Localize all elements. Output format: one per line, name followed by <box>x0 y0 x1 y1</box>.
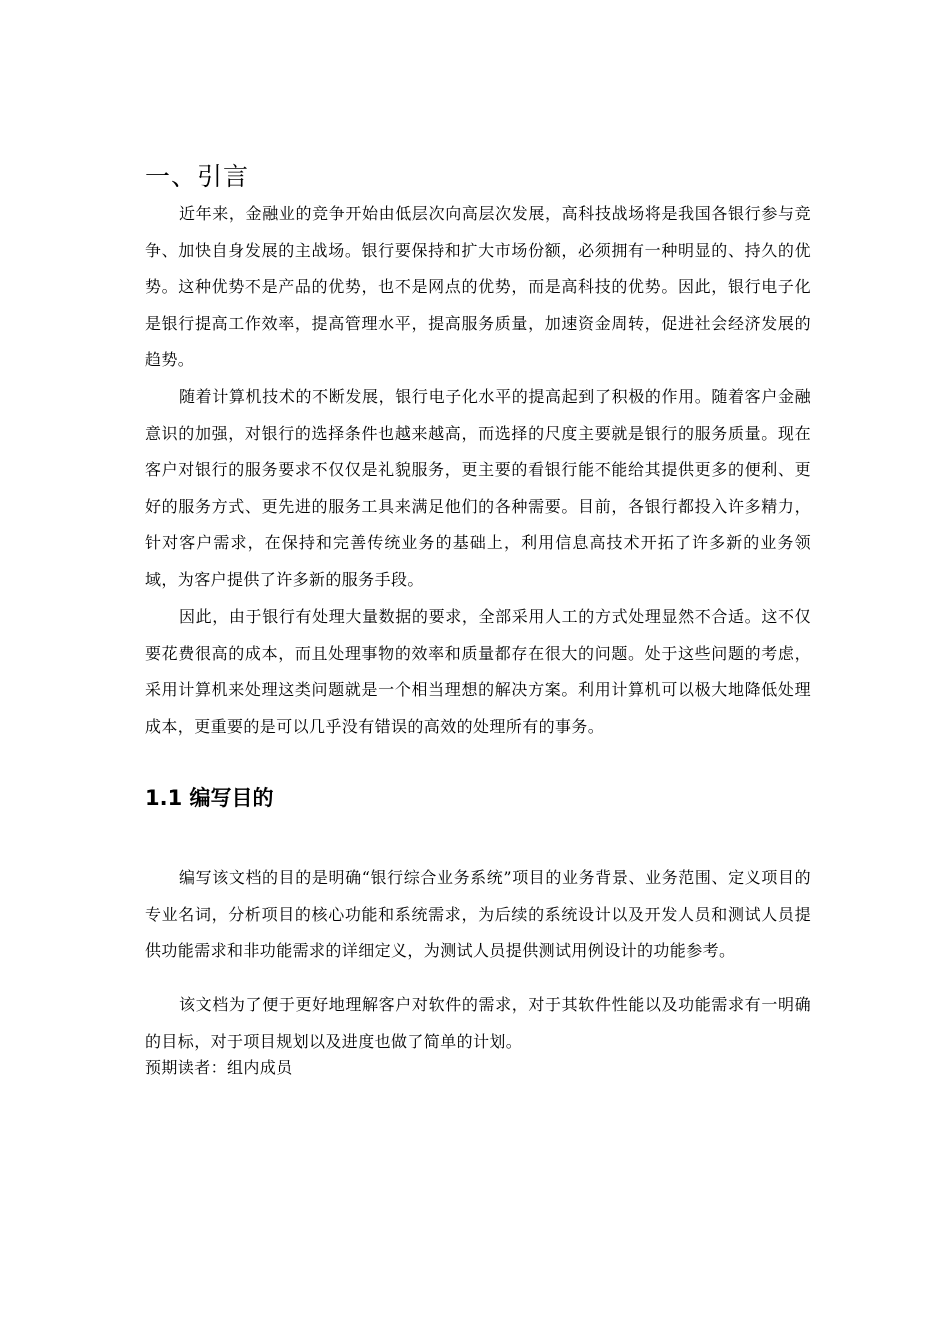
purpose-paragraph-2: 该文档为了便于更好地理解客户对软件的需求，对于其软件性能以及功能需求有一明确的目标，对于项目规划以及进度也做了简单的计划。 <box>145 995 811 1051</box>
purpose-paragraph-1: 编写该文档的目的是明确“银行综合业务系统”项目的业务背景、业务范围、定义项目的专业名词，分析项目的核心功能和系统需求，为后续的系统设计以及开发人员和测试人员提供功能需求和非功能需求的详细定义，为测试人员提供测试用例设计的功能参考。 <box>145 868 811 960</box>
intended-readers-label: 预期读者： <box>145 1058 228 1077</box>
intended-readers-value: 组内成员 <box>227 1058 293 1077</box>
intended-readers-line <box>145 1054 293 1082</box>
subsection-title: 1.1 编写目的 <box>145 786 274 810</box>
intro-paragraph-3: 因此，由于银行有处理大量数据的要求，全部采用人工的方式处理显然不合适。这不仅要花费很高的成本，而且处理事物的效率和质量都存在很大的问题。处于这些问题的考虑，采用计算机来处理这类问题就是一个相当理想的解决方案。利用计算机可以极大地降低处理成本，更重要的是可以几乎没有错误的高效的处理所有的事务。 <box>145 607 811 736</box>
intro-paragraph-2: 随着计算机技术的不断发展，银行电子化水平的提高起到了积极的作用。随着客户金融意识的加强，对银行的选择条件也越来越高，而选择的尺度主要就是银行的服务质量。现在客户对银行的服务要求不仅仅是礼貌服务，更主要的看银行能不能给其提供更多的便利、更好的服务方式、更先进的服务工具来满足他们的各种需要。目前，各银行都投入许多精力，针对客户需求，在保持和完善传统业务的基础上，利用信息高技术开拓了许多新的业务领域，为客户提供了许多新的服务手段。 <box>145 387 811 589</box>
intro-paragraph-1: 近年来，金融业的竞争开始由低层次向高层次发展，高科技战场将是我国各银行参与竞争、加快自身发展的主战场。银行要保持和扩大市场份额，必须拥有一种明显的、持久的优势。这种优势不是产品的优势，也不是网点的优势，而是高科技的优势。因此，银行电子化是银行提高工作效率，提高管理水平，提高服务质量，加速资金周转，促进社会经济发展的趋势。 <box>145 204 811 369</box>
section-title: 一、引言 <box>145 162 250 191</box>
